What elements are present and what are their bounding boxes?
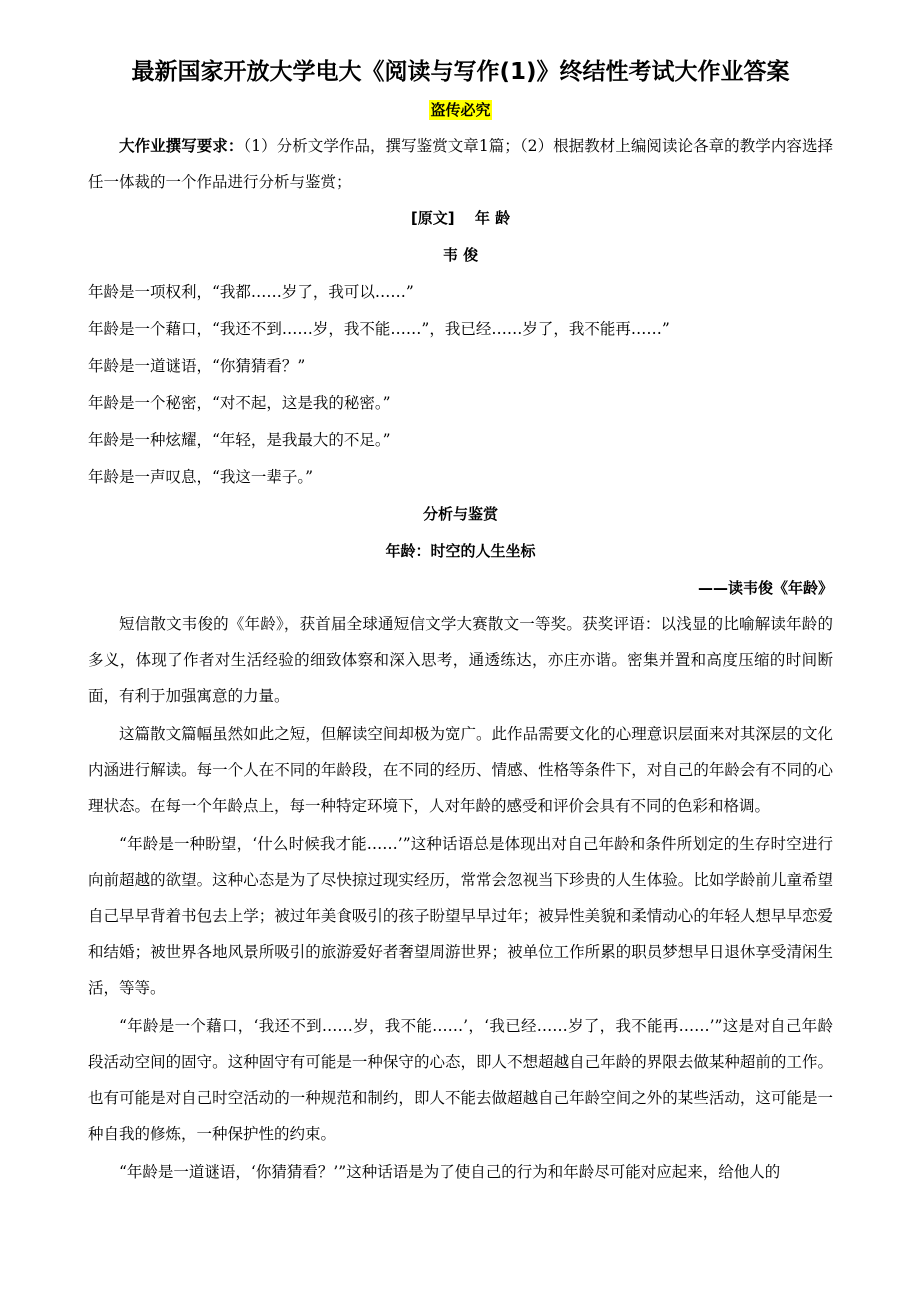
essay-subtitle: ——读韦俊《年龄》 bbox=[697, 579, 833, 597]
poem bbox=[88, 274, 833, 496]
essay-paragraph: “年龄是一道谜语，‘你猜猜看？’”这种话语是为了使自己的行为和年龄尽可能对应起来，给他人的 bbox=[119, 1163, 781, 1181]
analysis-heading: 分析与鉴赏 bbox=[422, 505, 498, 523]
notice-text: 盗传必究 bbox=[430, 101, 491, 119]
essay-paragraph: 这篇散文篇幅虽然如此之短，但解读空间却极为宽广。此作品需要文化的心理意识层面来对其深层的文化内涵进行解读。每一个人在不同的年龄段，在不同的经历、情感、性格等条件下，对自己的年龄会有不同的心理状态。在每一个年龄点上，每一种特定环境下，人对年龄的感受和评价会具有不同的色彩和格调。 bbox=[88, 725, 833, 815]
essay-paragraph: “年龄是一种盼望，‘什么时候我才能……’”这种话语总是体现出对自己年龄和条件所划定的生存时空进行向前超越的欲望。这种心态是为了尽快掠过现实经历，常常会忽视当下珍贵的人生体验。比如学龄前儿童希望自己早早背着书包去上学；被过年美食吸引的孩子盼望早早过年；被异性美貌和柔情动心的年轻人想早早恋爱和结婚；被世界各地风景所吸引的旅游爱好者奢望周游世界；被单位工作所累的职员梦想早日退休享受清闲生活，等等。 bbox=[88, 835, 833, 997]
original-heading: [原文] 年 龄 bbox=[410, 209, 511, 227]
author-name: 韦 俊 bbox=[442, 246, 479, 264]
requirement-paragraph bbox=[88, 128, 833, 200]
requirement-text: （1）分析文学作品，撰写鉴赏文章1篇；（2）根据教材上编阅读论各章的教学内容选择任一体裁的一个作品进行分析与鉴赏； bbox=[88, 137, 833, 191]
essay-paragraph: “年龄是一个藉口，‘我还不到……岁，我不能……’，‘我已经……岁了，我不能再……’”这是对自己年龄段活动空间的固守。这种固守有可能是一种保守的心态，即人不想超越自己年龄的界限去做某种超前的工作。也有可能是对自己时空活动的一种规范和制约，即人不能去做超越自己年龄空间之外的某些活动，这可能是一种自我的修炼，一种保护性的约束。 bbox=[88, 1017, 833, 1143]
poem-line: 年龄是一项权利，“我都……岁了，我可以……” bbox=[88, 283, 414, 301]
poem-line: 年龄是一个秘密，“对不起，这是我的秘密。” bbox=[88, 394, 391, 412]
poem-line: 年龄是一道谜语，“你猜猜看？” bbox=[88, 357, 306, 375]
essay-title: 年龄：时空的人生坐标 bbox=[385, 542, 536, 560]
poem-line: 年龄是一声叹息，“我这一辈子。” bbox=[88, 468, 314, 486]
document-page bbox=[88, 52, 833, 1190]
requirement-label: 大作业撰写要求： bbox=[119, 137, 244, 155]
document-title: 最新国家开放大学电大《阅读与写作(1)》终结性考试大作业答案 bbox=[131, 59, 790, 85]
poem-line: 年龄是一种炫耀，“年轻，是我最大的不足。” bbox=[88, 431, 391, 449]
notice-badge bbox=[88, 92, 833, 128]
essay-paragraph: 短信散文韦俊的《年龄》，获首届全球通短信文学大赛散文一等奖。获奖评语：以浅显的比喻解读年龄的多义，体现了作者对生活经验的细致体察和深入思考，通透练达，亦庄亦谐。密集并置和高度压缩的时间断面，有利于加强寓意的力量。 bbox=[88, 615, 833, 705]
poem-line: 年龄是一个藉口，“我还不到……岁，我不能……”，我已经……岁了，我不能再……” bbox=[88, 320, 670, 338]
